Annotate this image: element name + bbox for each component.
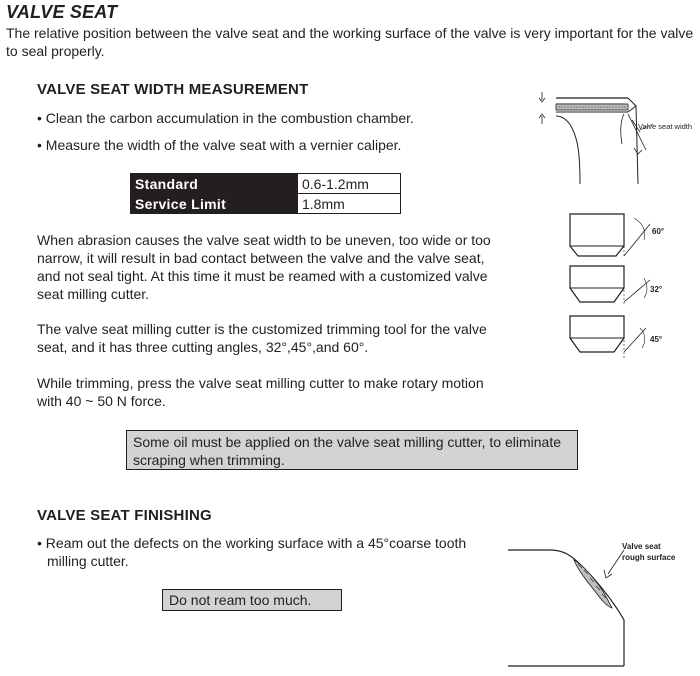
intro-paragraph: The relative position between the valve seat and the working surface of the valve is very important for the valve to seal properly. — [6, 25, 694, 59]
rough-surface-label-line2: rough surface — [622, 553, 676, 562]
section-heading-finishing: VALVE SEAT FINISHING — [37, 507, 212, 524]
spec-table — [130, 173, 401, 214]
angle-45-label: 45° — [650, 335, 663, 344]
cutter-32-icon — [570, 266, 662, 306]
milling-cutter-angles-diagram — [558, 210, 688, 368]
angle-32-label: 32° — [650, 285, 663, 294]
paragraph-trimming-force: While trimming, press the valve seat milling cutter to make rotary motion with 40 ~ 50 N force. — [37, 375, 484, 409]
paragraph-abrasion: When abrasion causes the valve seat width to be uneven, too wide or too narrow, it will result in bad contact between the valve and the valve seat, and not seal tight. At this time it must be reamed with a customized valve seat milling cutter. — [37, 232, 491, 302]
cutter-45-icon — [570, 316, 662, 358]
valve-seat-rough-surface-diagram — [498, 536, 696, 674]
seat-width-label: Valve seat width — [638, 122, 693, 131]
table-row — [131, 174, 401, 194]
section-heading-width: VALVE SEAT WIDTH MEASUREMENT — [37, 81, 309, 98]
rough-surface-label-line1: Valve seat — [622, 542, 661, 551]
angle-60-label: 60° — [652, 227, 665, 236]
page-title: VALVE SEAT — [6, 2, 118, 22]
spec-value-service-limit: 1.8mm — [298, 194, 401, 214]
bullet-clean-carbon: • Clean the carbon accumulation in the combustion chamber. — [37, 110, 414, 126]
valve-seat-width-diagram — [528, 88, 698, 188]
spec-value-standard: 0.6-1.2mm — [298, 174, 401, 194]
paragraph-cutter-angles: The valve seat milling cutter is the customized trimming tool for the valve seat, and it has three cutting angles, 32°,45°,and 60°. — [37, 321, 487, 355]
cutter-60-icon — [570, 214, 664, 258]
bullet-ream-defects: • Ream out the defects on the working surface with a 45°coarse tooth milling cutter. — [37, 535, 467, 569]
note-do-not-ream: Do not ream too much. — [162, 589, 342, 611]
bullet-measure-width: • Measure the width of the valve seat with a vernier caliper. — [37, 137, 402, 153]
table-row — [131, 194, 401, 214]
spec-label-service-limit: Service Limit — [131, 194, 298, 214]
note-oil: Some oil must be applied on the valve seat milling cutter, to eliminate scraping when trimming. — [126, 430, 578, 470]
spec-label-standard: Standard — [131, 174, 298, 194]
